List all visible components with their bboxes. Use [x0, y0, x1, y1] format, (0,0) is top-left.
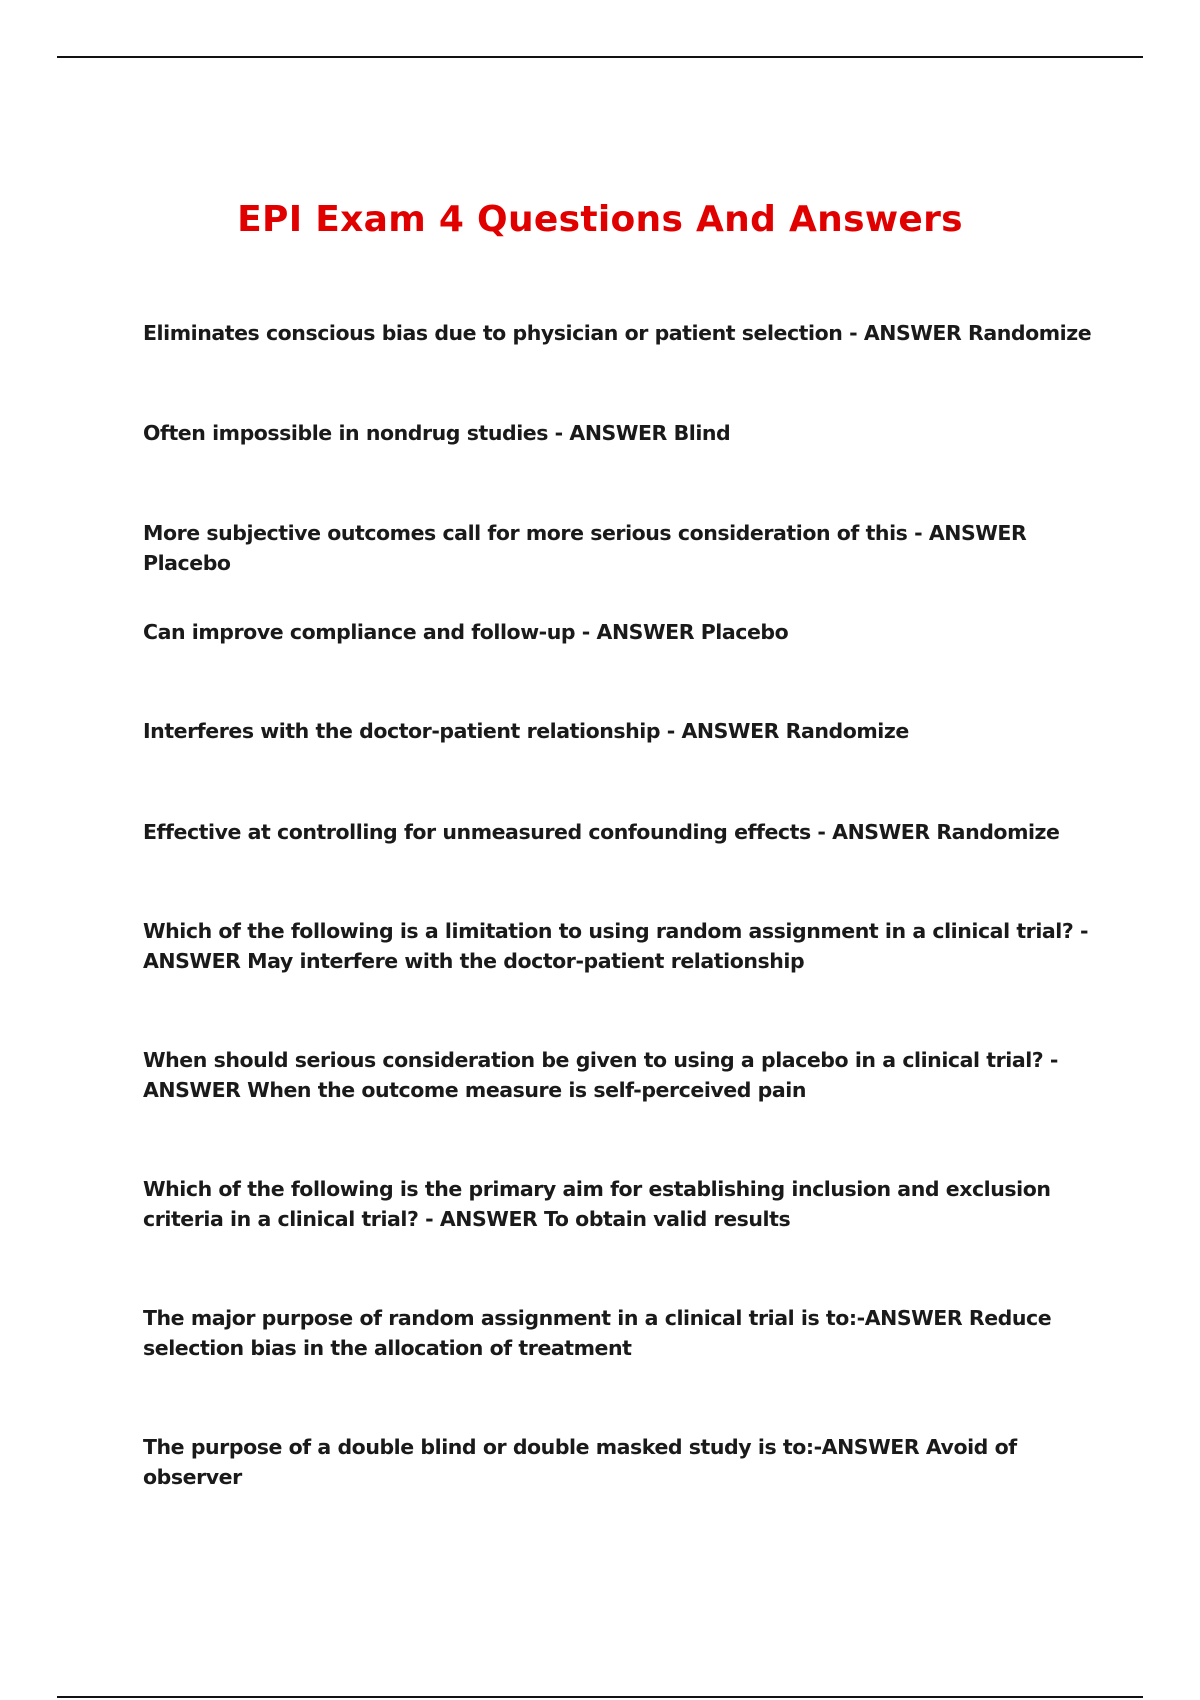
qa-item-8: When should serious consideration be given to using a placebo in a clinical trial? - ANSWER When the outcome measure is self-perceived pain: [143, 1048, 1058, 1102]
qa-item-7: Which of the following is a limitation to using random assignment in a clinical trial? - ANSWER May interfere with the doctor-patient relationship: [143, 919, 1089, 973]
top-rule: [57, 56, 1143, 58]
qa-item-2: Often impossible in nondrug studies - ANSWER Blind: [143, 421, 731, 445]
qa-item-4: Can improve compliance and follow-up - ANSWER Placebo: [143, 620, 789, 644]
bottom-rule: [57, 1696, 1143, 1698]
qa-item-1: Eliminates conscious bias due to physician or patient selection - ANSWER Randomize: [143, 321, 1092, 345]
qa-item-5: Interferes with the doctor-patient relationship - ANSWER Randomize: [143, 719, 909, 743]
qa-item-11: The purpose of a double blind or double masked study is to:-ANSWER Avoid of observer: [143, 1435, 1017, 1489]
page-title: EPI Exam 4 Questions And Answers: [237, 199, 963, 240]
qa-item-6: Effective at controlling for unmeasured confounding effects - ANSWER Randomize: [143, 820, 1060, 844]
qa-item-10: The major purpose of random assignment in a clinical trial is to:-ANSWER Reduce selection bias in the allocation of treatment: [143, 1306, 1052, 1360]
qa-item-9: Which of the following is the primary aim for establishing inclusion and exclusion criteria in a clinical trial? - ANSWER To obtain valid results: [143, 1177, 1051, 1231]
qa-item-3: More subjective outcomes call for more serious consideration of this - ANSWER Placebo: [143, 521, 1027, 575]
